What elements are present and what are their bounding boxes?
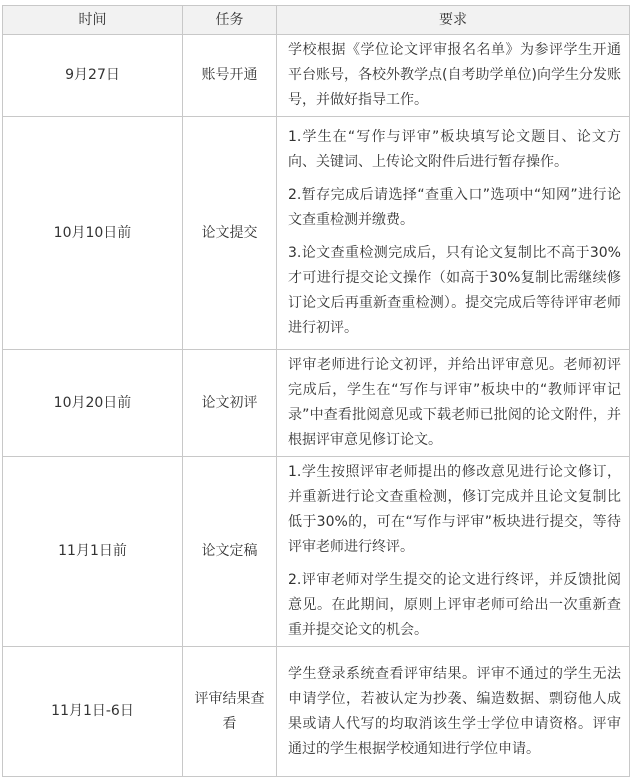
row-task: 论文初评: [183, 350, 277, 457]
row-requirement: [277, 35, 630, 117]
row-task: 论文定稿: [183, 457, 277, 647]
row-requirement: [277, 117, 630, 350]
row-task: 论文提交: [183, 117, 277, 350]
requirement-paragraph: 3.论文查重检测完成后，只有论文复制比不高于30%才可进行提交论文操作（如高于30%复制比需继续修订论文后再重新查重检测）。提交完成后等待评审老师进行初评。: [288, 245, 621, 336]
header-row: [3, 6, 630, 35]
row-task: 评审结果查看: [183, 647, 277, 777]
row-time: 11月1日-6日: [3, 647, 183, 777]
requirement-paragraph: 1.学生在“写作与评审”板块填写论文题目、论文方向、关键词、上传论文附件后进行暂存操作。: [288, 129, 621, 170]
table-row: [3, 457, 630, 647]
row-time: 9月27日: [3, 35, 183, 117]
requirement-paragraph: 1.学生按照评审老师提出的修改意见进行论文修订，并重新进行论文查重检测，修订完成并且论文复制比低于30%的，可在“写作与评审”板块进行提交，等待评审老师进行终评。: [288, 464, 621, 555]
header-requirement: 要求: [277, 6, 630, 35]
requirement-paragraph: 2.评审老师对学生提交的论文进行终评，并反馈批阅意见。在此期间，原则上评审老师可给出一次重新查重并提交论文的机会。: [288, 572, 621, 638]
header-time: 时间: [3, 6, 183, 35]
table-row: [3, 35, 630, 117]
requirement-paragraph: 学校根据《学位论文评审报名名单》为参评学生开通平台账号，各校外教学点(自考助学单位)向学生分发账号，并做好指导工作。: [288, 42, 621, 108]
row-time: 10月10日前: [3, 117, 183, 350]
row-requirement: [277, 350, 630, 457]
row-requirement: [277, 457, 630, 647]
table-row: [3, 117, 630, 350]
requirement-paragraph: 2.暂存完成后请选择“查重入口”选项中“知网”进行论文查重检测并缴费。: [288, 187, 621, 228]
row-time: 10月20日前: [3, 350, 183, 457]
row-requirement: [277, 647, 630, 777]
schedule-table: [2, 5, 630, 777]
requirement-paragraph: 学生登录系统查看评审结果。评审不通过的学生无法申请学位，若被认定为抄袭、编造数据、剽窃他人成果或请人代写的均取消该生学士学位申请资格。评审通过的学生根据学校通知进行学位申请。: [288, 665, 621, 757]
table-row: [3, 647, 630, 777]
requirement-paragraph: 评审老师进行论文初评，并给出评审意见。老师初评完成后，学生在“写作与评审”板块中的“教师评审记录”中查看批阅意见或下载老师已批阅的论文附件，并根据评审意见修订论文。: [288, 357, 621, 448]
row-task: 账号开通: [183, 35, 277, 117]
row-time: 11月1日前: [3, 457, 183, 647]
table-row: [3, 350, 630, 457]
header-task: 任务: [183, 6, 277, 35]
